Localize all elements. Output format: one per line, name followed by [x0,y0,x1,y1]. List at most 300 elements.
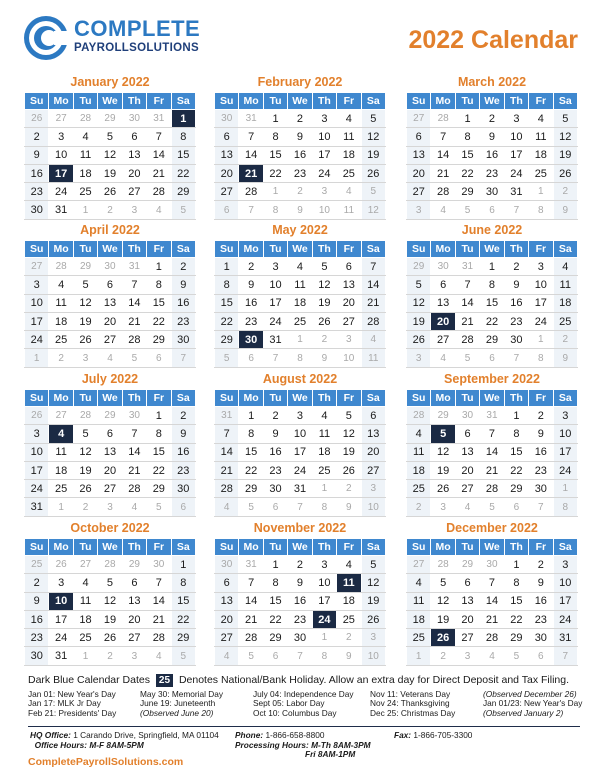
phone-number: 1-866-658-8800 [265,730,325,740]
holiday-item: Jan 17: MLK Jr Day [28,698,101,709]
date-cell: 29 [147,331,171,349]
weekday-header: Su [407,241,431,258]
date-cell: 27 [49,110,73,128]
date-cell: 26 [407,331,431,349]
date-cell: 11 [73,592,97,610]
week-row [25,574,196,592]
date-cell: 12 [431,592,455,610]
date-cell: 5 [361,556,385,574]
date-cell: 10 [312,128,336,146]
date-cell: 8 [504,425,528,443]
date-cell: 27 [49,407,73,425]
date-cell: 11 [312,425,336,443]
date-cell: 26 [337,461,361,479]
date-cell: 31 [553,629,577,647]
week-row [215,110,386,128]
date-cell: 10 [504,128,528,146]
date-cell: 30 [529,629,553,647]
date-cell: 5 [455,349,479,367]
date-cell: 23 [263,461,287,479]
date-cell: 1 [49,498,73,516]
date-cell: 15 [480,294,504,312]
date-cell: 6 [98,425,122,443]
date-cell: 30 [215,556,239,574]
week-row [407,276,578,294]
date-cell: 5 [504,647,528,665]
week-row [215,294,386,312]
date-cell: 8 [147,276,171,294]
date-cell: 4 [98,349,122,367]
processing-hours-weekday: M-Th 8AM-3PM [311,739,371,750]
date-cell: 2 [337,480,361,498]
holiday-observed-note: (Observed December 26) [483,689,577,699]
date-cell: 7 [147,574,171,592]
weekday-header: Tu [73,539,97,556]
weekday-header: Mo [431,241,455,258]
date-cell: 23 [529,610,553,628]
date-cell: 8 [288,349,312,367]
week-row [215,258,386,276]
date-cell: 18 [337,146,361,164]
date-cell: 6 [504,498,528,516]
website-link[interactable]: CompletePayrollSolutions.com [28,756,184,768]
date-cell: 12 [407,294,431,312]
date-cell: 8 [171,574,195,592]
date-cell: 14 [147,592,171,610]
date-cell: 30 [431,258,455,276]
date-cell: 8 [312,647,336,665]
date-cell: 24 [25,480,49,498]
date-cell: 2 [312,331,336,349]
date-cell: 26 [73,480,97,498]
date-cell: 31 [239,556,263,574]
hq-info [30,731,219,750]
date-cell: 11 [407,443,431,461]
date-cell: 25 [337,610,361,628]
date-cell: 4 [288,258,312,276]
date-cell: 17 [263,294,287,312]
date-cell: 5 [239,498,263,516]
date-cell: 3 [122,201,146,219]
date-cell: 31 [263,331,287,349]
date-cell: 30 [122,110,146,128]
weekday-header: Su [215,93,239,110]
week-row [407,146,578,164]
logo-tagline: PAYROLLSOLUTIONS [74,42,199,54]
date-cell: 29 [455,183,479,201]
date-cell: 17 [553,443,577,461]
month-table [406,240,578,368]
date-cell: 5 [171,647,195,665]
date-cell: 4 [407,574,431,592]
date-cell: 14 [122,294,146,312]
month-calendar [214,369,386,517]
date-cell: 3 [49,128,73,146]
date-cell: 29 [480,331,504,349]
holiday-item: Oct 10: Columbus Day [253,707,337,718]
holiday-column-3 [253,690,354,718]
date-cell: 28 [431,110,455,128]
date-cell: 22 [171,610,195,628]
month-calendar [24,369,196,517]
date-cell: 8 [263,574,287,592]
holiday-item: Dec 25: Christmas Day [370,707,456,718]
holiday-column-1 [28,690,116,718]
month-title: November 2022 [253,521,347,535]
date-cell: 27 [455,480,479,498]
month-calendar [24,72,196,220]
date-cell: 5 [431,574,455,592]
weekday-header: Su [215,539,239,556]
week-row [25,110,196,128]
date-cell: 5 [98,574,122,592]
date-cell: 26 [431,480,455,498]
date-cell: 27 [98,480,122,498]
date-cell: 8 [529,201,553,219]
date-cell: 4 [431,201,455,219]
office-hours-label: Office Hours: [34,739,88,750]
weekday-header: Tu [73,241,97,258]
week-row [25,480,196,498]
date-cell: 2 [288,183,312,201]
week-row [215,312,386,330]
date-cell: 11 [73,146,97,164]
date-cell: 29 [239,480,263,498]
weekday-header: Th [122,539,146,556]
date-cell: 4 [215,647,239,665]
date-cell: 4 [337,556,361,574]
date-cell: 13 [431,294,455,312]
holiday-date-cell: 20 [431,312,455,330]
date-cell: 21 [361,294,385,312]
date-cell: 28 [49,258,73,276]
date-cell: 13 [98,443,122,461]
date-cell: 5 [337,407,361,425]
date-cell: 29 [98,110,122,128]
date-cell: 31 [25,498,49,516]
date-cell: 13 [98,294,122,312]
date-cell: 1 [504,407,528,425]
company-logo [22,14,222,64]
weekday-header: Mo [49,241,73,258]
date-cell: 31 [49,201,73,219]
weekday-header: Th [312,539,336,556]
holiday-date-cell: 10 [49,592,73,610]
date-cell: 11 [49,294,73,312]
date-cell: 2 [263,407,287,425]
date-cell: 4 [480,647,504,665]
weekday-header: Mo [49,539,73,556]
date-cell: 2 [25,574,49,592]
date-cell: 16 [288,592,312,610]
week-row [407,349,578,367]
date-cell: 14 [215,443,239,461]
date-cell: 29 [504,629,528,647]
date-cell: 4 [431,349,455,367]
date-cell: 8 [239,425,263,443]
date-cell: 24 [504,164,528,182]
date-cell: 29 [171,183,195,201]
fax-info [394,731,472,741]
week-row [407,461,578,479]
date-cell: 20 [455,461,479,479]
month-calendar [214,72,386,220]
processing-hours-friday: Fri 8AM-1PM [305,749,356,759]
date-cell: 27 [407,183,431,201]
weekday-header: Th [504,241,528,258]
holiday-date-cell: 26 [431,629,455,647]
date-cell: 6 [122,128,146,146]
weekday-header: Fr [529,241,553,258]
date-cell: 31 [147,110,171,128]
date-cell: 15 [455,146,479,164]
weekday-header: Sa [553,93,577,110]
date-cell: 26 [98,629,122,647]
date-cell: 2 [529,556,553,574]
weekday-header: We [480,390,504,407]
date-cell: 7 [147,128,171,146]
date-cell: 2 [553,331,577,349]
date-cell: 31 [215,407,239,425]
date-cell: 7 [431,128,455,146]
date-cell: 20 [122,610,146,628]
weekday-header: We [480,539,504,556]
date-cell: 9 [529,425,553,443]
date-cell: 2 [25,128,49,146]
date-cell: 25 [49,480,73,498]
date-cell: 9 [171,425,195,443]
weekday-header: Fr [147,539,171,556]
date-cell: 6 [455,574,479,592]
date-cell: 13 [122,592,146,610]
date-cell: 27 [337,312,361,330]
week-row [407,110,578,128]
date-cell: 20 [215,164,239,182]
date-cell: 28 [239,183,263,201]
date-cell: 12 [98,592,122,610]
date-cell: 6 [337,258,361,276]
date-cell: 20 [361,443,385,461]
date-cell: 6 [215,574,239,592]
weekday-header: Th [312,390,336,407]
date-cell: 1 [73,201,97,219]
hq-address: 1 Carando Drive, Springfield, MA 01104 [73,730,219,740]
date-cell: 27 [455,629,479,647]
date-cell: 10 [361,647,385,665]
weekday-header: We [480,93,504,110]
week-row [407,592,578,610]
week-row [407,407,578,425]
date-cell: 30 [529,480,553,498]
date-cell: 30 [215,110,239,128]
date-cell: 14 [361,276,385,294]
date-cell: 22 [239,461,263,479]
date-cell: 31 [49,647,73,665]
date-cell: 15 [504,443,528,461]
weekday-header: We [288,539,312,556]
date-cell: 4 [312,407,336,425]
date-cell: 20 [98,312,122,330]
date-cell: 26 [361,610,385,628]
date-cell: 6 [122,574,146,592]
date-cell: 8 [553,498,577,516]
date-cell: 6 [98,276,122,294]
date-cell: 24 [288,461,312,479]
date-cell: 3 [73,349,97,367]
date-cell: 3 [263,258,287,276]
date-cell: 6 [147,349,171,367]
date-cell: 14 [455,294,479,312]
date-cell: 2 [337,629,361,647]
date-cell: 15 [147,294,171,312]
date-cell: 7 [288,498,312,516]
date-cell: 5 [361,183,385,201]
date-cell: 8 [147,425,171,443]
date-cell: 7 [239,574,263,592]
date-cell: 27 [407,110,431,128]
date-cell: 21 [239,610,263,628]
weekday-header: Su [25,241,49,258]
month-title: July 2022 [81,372,139,386]
date-cell: 9 [553,201,577,219]
date-cell: 2 [171,407,195,425]
date-cell: 1 [529,183,553,201]
date-cell: 15 [171,146,195,164]
weekday-header: Mo [49,93,73,110]
date-cell: 19 [98,164,122,182]
weekday-header: Mo [239,241,263,258]
date-cell: 5 [215,349,239,367]
month-title: December 2022 [446,521,538,535]
date-cell: 26 [312,312,336,330]
date-cell: 8 [504,574,528,592]
hq-label: HQ Office: [30,730,71,740]
date-cell: 3 [455,647,479,665]
date-cell: 31 [239,110,263,128]
week-row [25,629,196,647]
date-cell: 25 [529,164,553,182]
date-cell: 8 [455,128,479,146]
weekday-header: Fr [529,93,553,110]
date-cell: 18 [337,592,361,610]
week-row [407,556,578,574]
date-cell: 10 [25,294,49,312]
date-cell: 28 [431,556,455,574]
legend-suffix: Denotes National/Bank Holiday. Allow an extra day for Direct Deposit and Tax Filing. [178,674,570,686]
month-title: September 2022 [444,372,540,386]
week-row [407,443,578,461]
date-cell: 20 [98,461,122,479]
date-cell: 21 [455,312,479,330]
weekday-header: We [98,241,122,258]
date-cell: 9 [288,201,312,219]
week-row [215,183,386,201]
date-cell: 11 [288,276,312,294]
date-cell: 28 [122,480,146,498]
date-cell: 30 [147,556,171,574]
date-cell: 12 [73,443,97,461]
date-cell: 3 [407,201,431,219]
date-cell: 8 [529,349,553,367]
week-row [215,331,386,349]
weekday-header: Su [215,390,239,407]
date-cell: 2 [553,183,577,201]
office-hours: M-F 8AM-5PM [89,739,144,750]
date-cell: 19 [431,461,455,479]
date-cell: 6 [361,407,385,425]
week-row [25,610,196,628]
date-cell: 29 [431,407,455,425]
date-cell: 2 [288,556,312,574]
holiday-item: Nov 11: Veterans Day [370,689,451,699]
date-cell: 16 [480,146,504,164]
weekday-header: Sa [171,390,195,407]
week-row [25,201,196,219]
date-cell: 2 [171,258,195,276]
weekday-header: Tu [455,241,479,258]
week-row [215,164,386,182]
date-cell: 3 [504,110,528,128]
holiday-item: Sept 05: Labor Day [253,698,325,709]
month-title: February 2022 [257,75,343,89]
date-cell: 29 [122,556,146,574]
date-cell: 8 [263,128,287,146]
date-cell: 25 [25,556,49,574]
date-cell: 1 [147,258,171,276]
date-cell: 9 [239,276,263,294]
date-cell: 2 [98,201,122,219]
date-cell: 5 [480,498,504,516]
date-cell: 7 [553,647,577,665]
weekday-header: Sa [553,390,577,407]
week-row [215,407,386,425]
date-cell: 25 [49,331,73,349]
holiday-item: June 19: Juneteenth [140,698,216,709]
date-cell: 4 [455,498,479,516]
date-cell: 12 [361,128,385,146]
weekday-header: Fr [147,390,171,407]
date-cell: 2 [73,498,97,516]
date-cell: 19 [361,146,385,164]
date-cell: 20 [122,164,146,182]
legend-prefix: Dark Blue Calendar Dates [28,674,150,686]
week-row [407,610,578,628]
month-calendar [406,369,578,517]
week-row [25,443,196,461]
logo-c-icon [22,14,70,62]
date-cell: 5 [239,647,263,665]
date-cell: 23 [25,629,49,647]
date-cell: 7 [455,276,479,294]
date-cell: 21 [480,461,504,479]
date-cell: 15 [239,443,263,461]
date-cell: 10 [312,574,336,592]
date-cell: 15 [147,443,171,461]
date-cell: 14 [431,146,455,164]
holiday-item: May 30: Memorial Day [140,689,223,699]
date-cell: 12 [431,443,455,461]
weekday-header: Su [25,390,49,407]
month-table [406,389,578,517]
week-row [25,146,196,164]
date-cell: 15 [171,592,195,610]
date-cell: 3 [49,574,73,592]
week-row [407,183,578,201]
date-cell: 19 [337,443,361,461]
date-cell: 29 [263,629,287,647]
date-cell: 24 [553,461,577,479]
date-cell: 13 [455,592,479,610]
